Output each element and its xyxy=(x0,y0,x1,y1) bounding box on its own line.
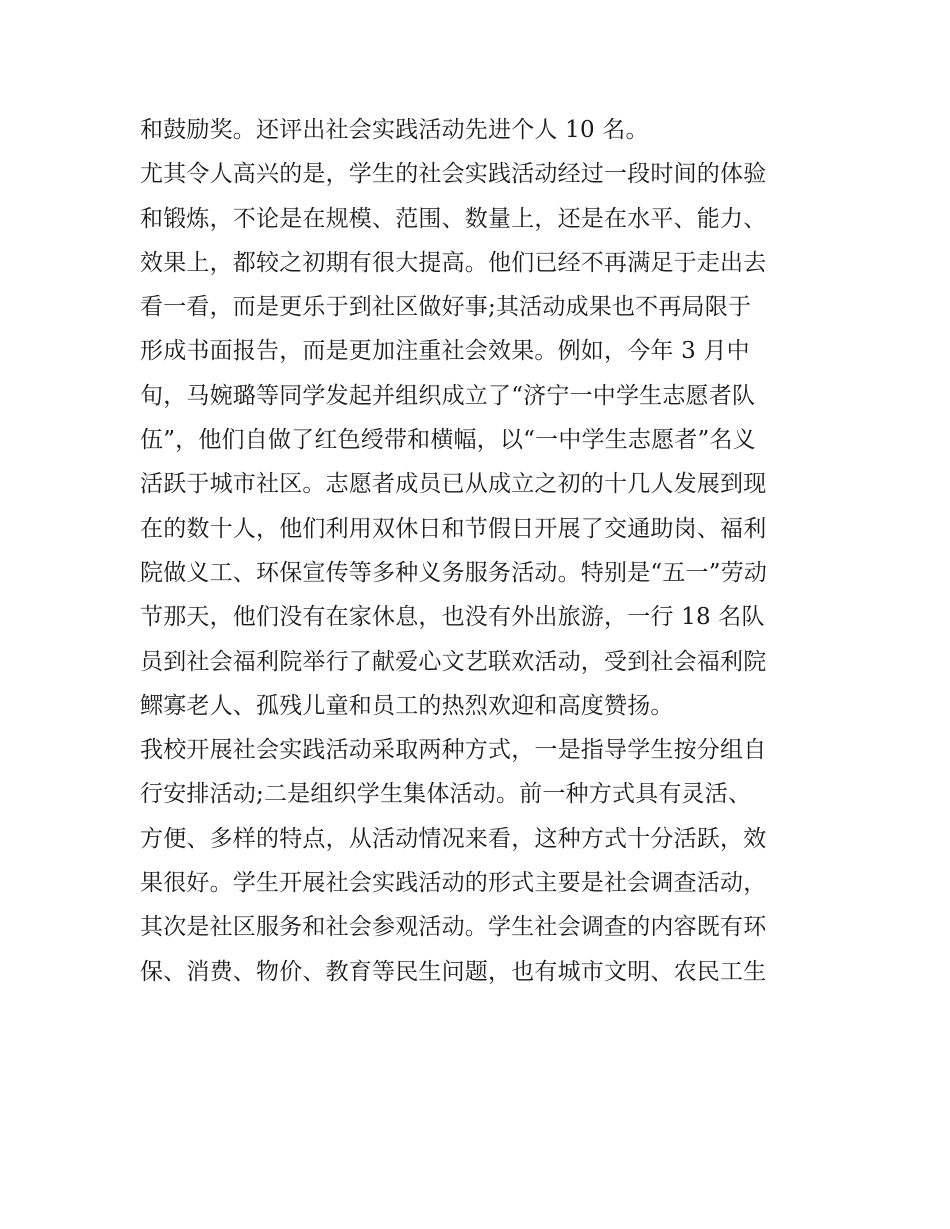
text-line: 其次是社区服务和社会参观活动。学生社会调查的内容既有环 xyxy=(140,914,767,941)
text-line: 在的数十人，他们利用双休日和节假日开展了交通助岗、福利 xyxy=(140,515,767,542)
text-line: 旬，马婉璐等同学发起并组织成立了“济宁一中学生志愿者队 xyxy=(140,382,756,409)
text-line: 形成书面报告，而是更加注重社会效果。例如，今年 3 月中 xyxy=(140,338,750,365)
text-line: 员到社会福利院举行了献爱心文艺联欢活动，受到社会福利院 xyxy=(140,648,767,675)
text-line: 看一看，而是更乐于到社区做好事;其活动成果也不再局限于 xyxy=(140,294,752,321)
document-body xyxy=(140,108,820,994)
text-line: 和鼓励奖。还评出社会实践活动先进个人 10 名。 xyxy=(140,117,649,143)
text-line: 活跃于城市社区。志愿者成员已从成立之初的十几人发展到现 xyxy=(140,471,767,498)
text-line: 和锻炼，不论是在规模、范围、数量上，还是在水平、能力、 xyxy=(140,205,767,232)
text-line: 果很好。学生开展社会实践活动的形式主要是社会调查活动， xyxy=(140,870,767,897)
text-line: 鳏寡老人、孤残儿童和员工的热烈欢迎和高度赞扬。 xyxy=(140,692,674,719)
text-line: 我校开展社会实践活动采取两种方式，一是指导学生按分组自 xyxy=(140,737,767,764)
text-line: 伍”，他们自做了红色绶带和横幅，以“一中学生志愿者”名义 xyxy=(140,427,756,454)
text-line: 方便、多样的特点，从活动情况来看，这种方式十分活跃，效 xyxy=(140,825,767,852)
text-line: 行安排活动;二是组织学生集体活动。前一种方式具有灵活、 xyxy=(140,781,752,808)
text-line: 效果上，都较之初期有很大提高。他们已经不再满足于走出去 xyxy=(140,249,767,276)
text-line: 尤其令人高兴的是，学生的社会实践活动经过一段时间的体验 xyxy=(140,161,767,188)
text-line: 节那天，他们没有在家休息，也没有外出旅游，一行 18 名队 xyxy=(140,604,765,631)
text-line: 院做义工、环保宣传等多种义务服务活动。特别是“五一”劳动 xyxy=(140,559,768,586)
text-line: 保、消费、物价、教育等民生问题，也有城市文明、农民工生 xyxy=(140,958,767,985)
